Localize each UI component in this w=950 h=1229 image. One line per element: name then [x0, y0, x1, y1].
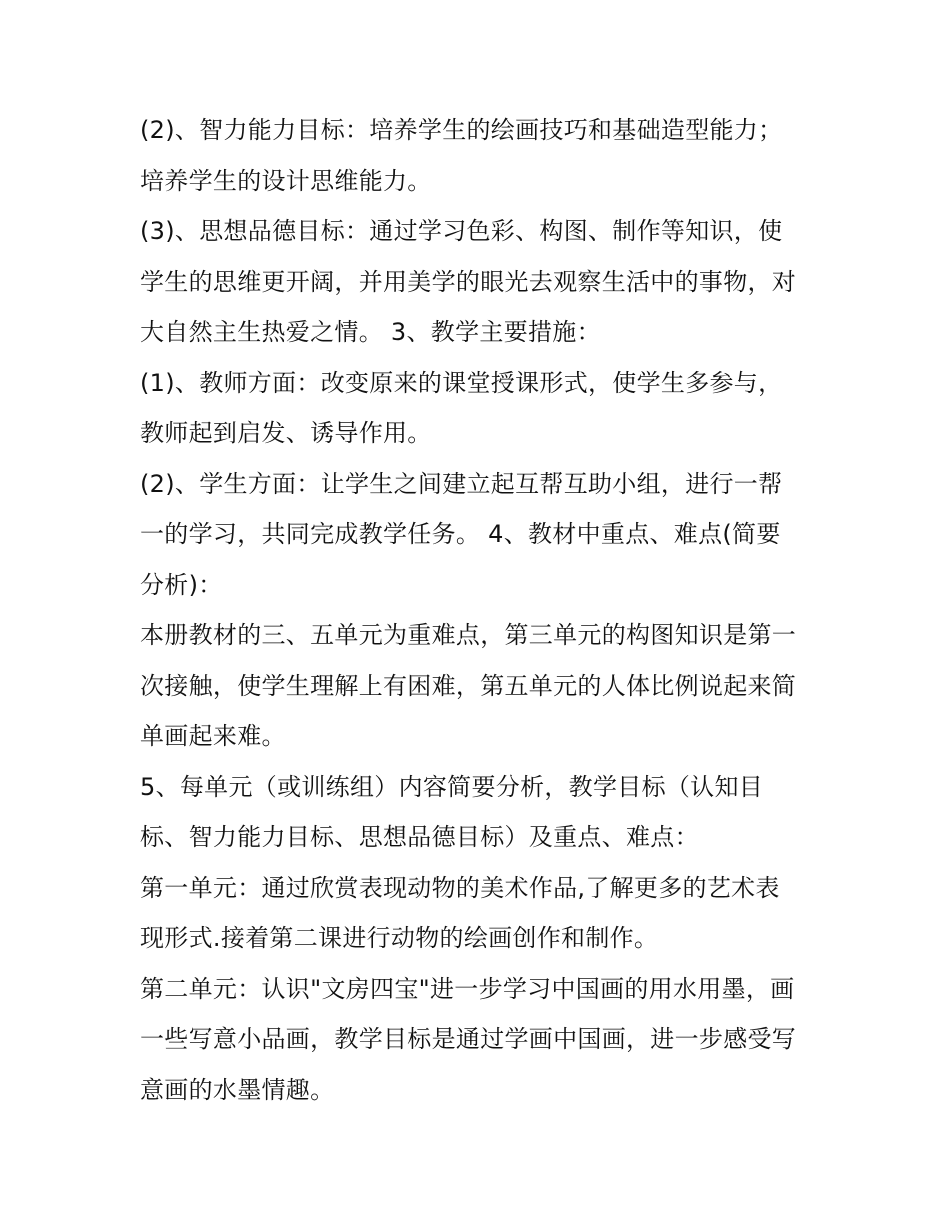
text-line: (3)、思想品德目标：通过学习色彩、构图、制作等知识，使: [140, 217, 783, 245]
text-line: 标、智力能力目标、思想品德目标）及重点、难点：: [140, 823, 699, 851]
text-line: 第二单元：认识"文房四宝"进一步学习中国画的用水用墨，画: [140, 974, 795, 1003]
text-line: 学生的思维更开阔，并用美学的眼光去观察生活中的事物，对: [140, 267, 797, 296]
text-line: 5、每单元（或训练组）内容简要分析，教学目标（认知目: [140, 772, 764, 801]
text-line: 单画起来难。: [140, 722, 286, 750]
text-line: 第一单元：通过欣赏表现动物的美术作品,了解更多的艺术表: [140, 873, 780, 902]
text-line: 一的学习，共同完成教学任务。 4、教材中重点、难点(简要: [140, 520, 781, 548]
text-line: 次接触，使学生理解上有困难，第五单元的人体比例说起来简: [140, 671, 797, 700]
text-line: 本册教材的三、五单元为重难点，第三单元的构图知识是第一: [140, 621, 797, 649]
text-line: 分析)：: [140, 570, 223, 599]
text-line: 意画的水墨情趣。: [140, 1075, 335, 1104]
text-line: (2)、智力能力目标：培养学生的绘画技巧和基础造型能力；: [140, 116, 783, 144]
text-line: 现形式.接着第二课进行动物的绘画创作和制作。: [140, 924, 659, 952]
text-line: 培养学生的设计思维能力。: [140, 166, 432, 195]
document-page: [140, 105, 830, 1115]
text-line: 一些写意小品画，教学目标是通过学画中国画，进一步感受写: [140, 1025, 797, 1053]
text-line: 大自然主生热爱之情。 3、教学主要措施：: [140, 318, 601, 346]
text-line: (2)、学生方面：让学生之间建立起互帮互助小组，进行一帮: [140, 469, 783, 498]
text-line: (1)、教师方面：改变原来的课堂授课形式，使学生多参与，: [140, 368, 783, 397]
text-line: 教师起到启发、诱导作用。: [140, 419, 432, 447]
